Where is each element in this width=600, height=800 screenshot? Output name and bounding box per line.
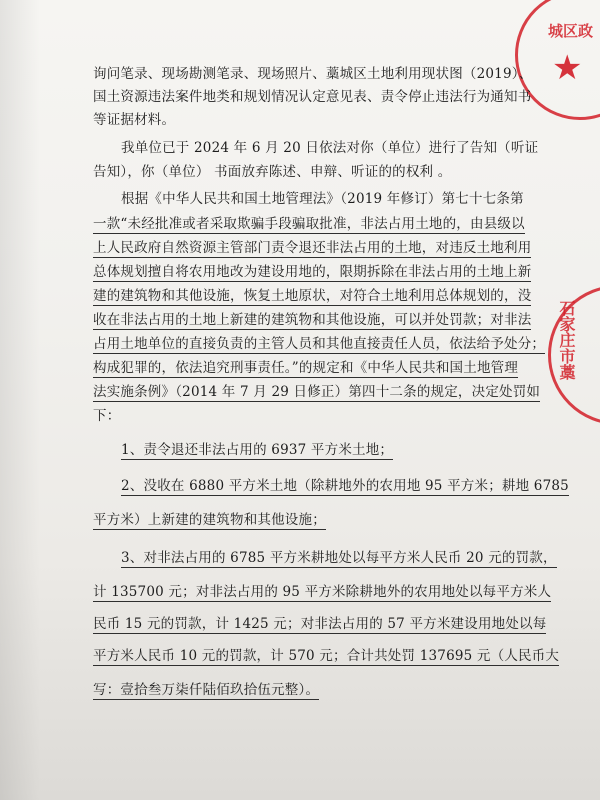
doc-line-8: 上人民政府自然资源主管部门责令退还非法占用的土地，对违反土地利用 bbox=[93, 236, 531, 258]
doc-line-5: 告知），你（单位） 书面放弃陈述、申辩、听证的的权利 。 bbox=[93, 164, 452, 180]
doc-line-4: 我单位已于 2024 年 6 月 20 日依法对你（单位）进行了告知（听证 bbox=[121, 140, 539, 156]
doc-line-7: 一款“未经批准或者采取欺骗手段骗取批准，非法占用土地的，由县级以 bbox=[93, 212, 525, 234]
penalty-item-3-line-1: 3、对非法占用的 6785 平方米耕地处以每平方米人民币 20 元的罚款， bbox=[121, 546, 557, 568]
penalty-item-3-line-3: 民币 15 元的罚款，计 1425 元；对非法占用的 57 平方米建设用地处以每 bbox=[93, 612, 546, 634]
seal-top-text: 城区政 bbox=[548, 22, 594, 40]
doc-line-11: 收在非法占用的土地上新建的建筑物和其他设施，可以并处罚款；对非法 bbox=[93, 308, 531, 330]
penalty-item-2-line-1: 2、没收在 6880 平方米土地（除耕地外的农用地 95 平方米；耕地 6785 bbox=[121, 474, 569, 496]
penalty-item-3-line-2: 计 135700 元；对非法占用的 95 平方米除耕地外的农用地处以每平方米人 bbox=[93, 580, 551, 602]
doc-line-6: 根据《中华人民共和国土地管理法》（2019 年修订）第七十七条第 bbox=[121, 191, 524, 207]
doc-line-1: 询问笔录、现场勘测笔录、现场照片、藁城区土地利用现状图（2019）、 bbox=[93, 66, 533, 82]
penalty-item-3-line-5: 写：壹拾叁万柒仟陆佰玖拾伍元整）。 bbox=[93, 678, 319, 700]
doc-line-3: 等证据材料。 bbox=[93, 112, 176, 128]
doc-line-13: 构成犯罪的，依法追究刑事责任。”的规定和《中华人民共和国土地管理 bbox=[93, 356, 518, 378]
doc-line-10: 建的建筑物和其他设施，恢复土地原状，对符合土地利用总体规划的，没 bbox=[93, 284, 531, 306]
doc-line-9: 总体规划擅自将农用地改为建设用地的，限期拆除在非法占用的土地上新 bbox=[93, 260, 531, 282]
doc-line-12: 占用土地单位的直接负责的主管人员和其他直接责任人员，依法给予处分； bbox=[93, 332, 545, 354]
seal-side-text: 石家庄市藁 bbox=[557, 300, 576, 380]
penalty-item-3-line-4: 平方米人民币 10 元的罚款，计 570 元；合计共处罚 137695 元（人民币大 bbox=[93, 644, 559, 666]
doc-line-15: 下： bbox=[93, 408, 121, 424]
seal-star-icon: ★ bbox=[552, 48, 583, 88]
doc-line-14: 法实施条例》（2014 年 7 月 29 日修正）第四十二条的规定，决定处罚如 bbox=[93, 380, 540, 402]
doc-line-2: 国土资源违法案件地类和规划情况认定意见表、责令停止违法行为通知书 bbox=[93, 89, 532, 105]
penalty-item-1: 1、责令退还非法占用的 6937 平方米土地； bbox=[121, 438, 393, 460]
page-shadow bbox=[0, 0, 40, 800]
penalty-item-2-line-2: 平方米）上新建的建筑物和其他设施； bbox=[93, 508, 326, 530]
